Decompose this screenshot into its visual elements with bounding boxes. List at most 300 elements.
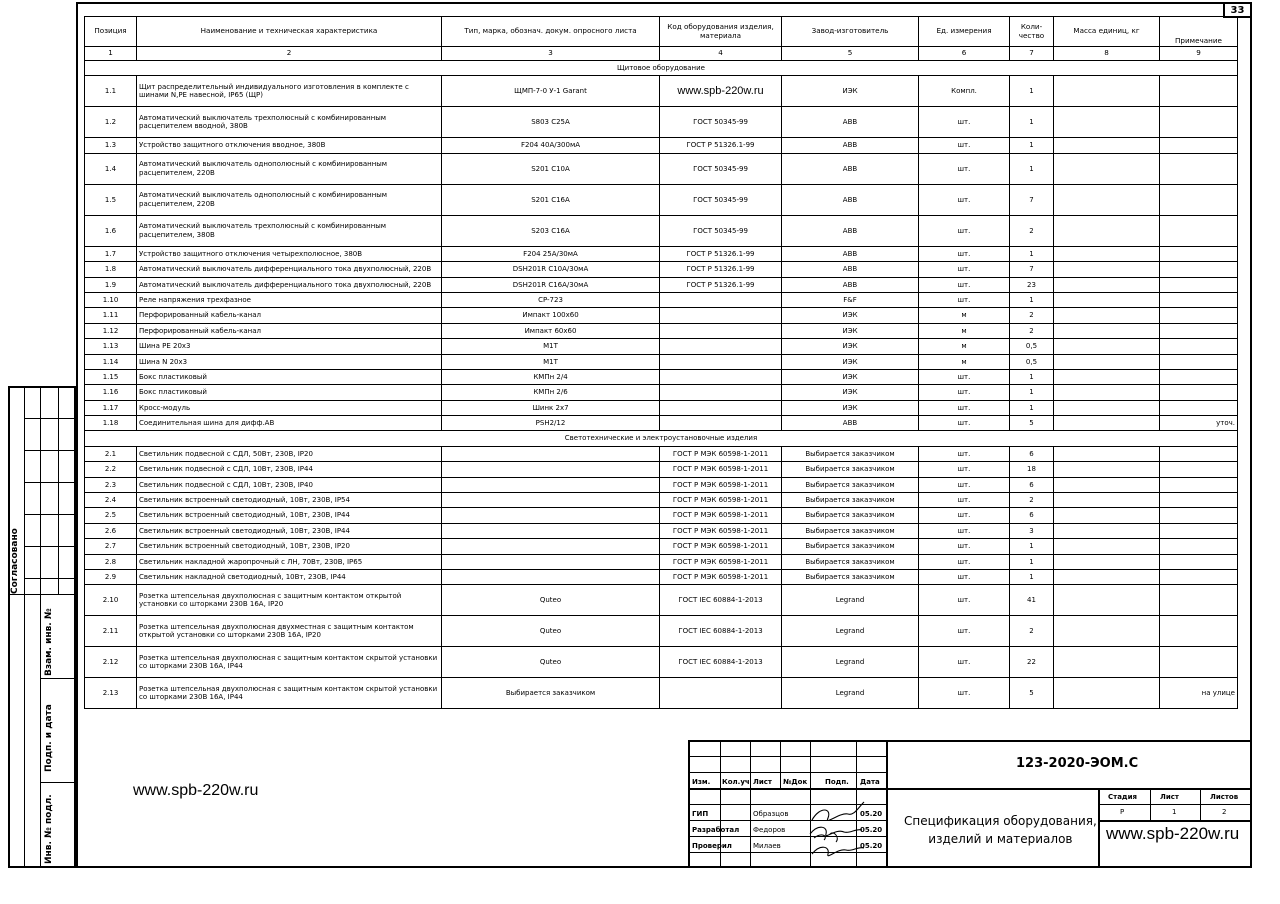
col-number: 6 bbox=[919, 47, 1010, 61]
cell-maker: Выбирается заказчиком bbox=[782, 569, 919, 584]
cell-code: ГОСТ Р МЭК 60598-1-2011 bbox=[660, 508, 782, 523]
cell-pos: 1.9 bbox=[85, 277, 137, 292]
cell-qty: 1 bbox=[1010, 292, 1054, 307]
cell-type: М1Т bbox=[442, 354, 660, 369]
tb-sheets-value: 2 bbox=[1222, 808, 1227, 816]
cell-type: DSH201R C16A/30мА bbox=[442, 277, 660, 292]
cell-note bbox=[1160, 339, 1238, 354]
cell-qty: 6 bbox=[1010, 508, 1054, 523]
cell-maker: Legrand bbox=[782, 616, 919, 647]
cell-code bbox=[660, 354, 782, 369]
cell-name: Розетка штепсельная двухполюсная с защитным контактом скрытой установки со шторками 230В 16А, IP44 bbox=[137, 678, 442, 709]
cell-unit: шт. bbox=[919, 416, 1010, 431]
table-row bbox=[85, 215, 1238, 246]
cell-note bbox=[1160, 153, 1238, 184]
cell-type: F204 25А/30мА bbox=[442, 246, 660, 261]
cell-type: S803 C25A bbox=[442, 107, 660, 138]
cell-note bbox=[1160, 462, 1238, 477]
cell-maker: ИЭК bbox=[782, 76, 919, 107]
cell-code bbox=[660, 416, 782, 431]
cell-type: Выбирается заказчиком bbox=[442, 678, 660, 709]
cell-code bbox=[660, 339, 782, 354]
cell-name: Автоматический выключатель однополюсный с комбинированным расцепителем, 220В bbox=[137, 184, 442, 215]
cell-note bbox=[1160, 585, 1238, 616]
cell-type bbox=[442, 539, 660, 554]
cell-name: Перфорированный кабель-канал bbox=[137, 308, 442, 323]
cell-pos: 1.1 bbox=[85, 76, 137, 107]
document-title bbox=[904, 812, 1097, 848]
cell-type bbox=[442, 523, 660, 538]
cell-maker: ИЭК bbox=[782, 400, 919, 415]
cell-note bbox=[1160, 246, 1238, 261]
tb-hdr-koluch: Кол.уч bbox=[722, 778, 750, 786]
cell-code: ГОСТ Р МЭК 60598-1-2011 bbox=[660, 523, 782, 538]
cell-unit: шт. bbox=[919, 153, 1010, 184]
cell-pos: 2.3 bbox=[85, 477, 137, 492]
cell-name: Светильник подвесной с СДЛ, 50Вт, 230В, IP20 bbox=[137, 446, 442, 461]
cell-qty: 1 bbox=[1010, 138, 1054, 153]
cell-code: ГОСТ 50345-99 bbox=[660, 184, 782, 215]
cell-type: F204 40А/300мА bbox=[442, 138, 660, 153]
cell-mass bbox=[1054, 446, 1160, 461]
table-row bbox=[85, 539, 1238, 554]
table-row bbox=[85, 493, 1238, 508]
cell-name: Светильник встроенный светодиодный, 10Вт, 230В, IP54 bbox=[137, 493, 442, 508]
cell-name: Автоматический выключатель трехполюсный с комбинированным расцепителем вводной, 380В bbox=[137, 107, 442, 138]
cell-name: Светильник накладной светодиодный, 10Вт, 230В, IP44 bbox=[137, 569, 442, 584]
cell-note bbox=[1160, 508, 1238, 523]
cell-note bbox=[1160, 647, 1238, 678]
tb-role-razrab: Разработал bbox=[692, 826, 740, 834]
cell-qty: 1 bbox=[1010, 246, 1054, 261]
cell-pos: 1.18 bbox=[85, 416, 137, 431]
cell-qty: 41 bbox=[1010, 585, 1054, 616]
tb-date-gip: 05.20 bbox=[860, 810, 883, 818]
cell-unit: шт. bbox=[919, 539, 1010, 554]
tb-sheet-label: Лист bbox=[1160, 793, 1179, 801]
cell-code: ГОСТ Р 51326.1-99 bbox=[660, 277, 782, 292]
cell-mass bbox=[1054, 215, 1160, 246]
cell-unit: шт. bbox=[919, 446, 1010, 461]
cell-name: Автоматический выключатель дифференциального тока двухполюсный, 220В bbox=[137, 262, 442, 277]
cell-code: ГОСТ IEC 60884-1-2013 bbox=[660, 585, 782, 616]
cell-qty: 2 bbox=[1010, 308, 1054, 323]
cell-note bbox=[1160, 539, 1238, 554]
cell-qty: 6 bbox=[1010, 446, 1054, 461]
cell-maker: ABB bbox=[782, 153, 919, 184]
strip-line bbox=[24, 450, 76, 451]
cell-name: Светильник подвесной с СДЛ, 10Вт, 230В, IP44 bbox=[137, 462, 442, 477]
cell-name: Бокс пластиковый bbox=[137, 369, 442, 384]
cell-qty: 0,5 bbox=[1010, 339, 1054, 354]
cell-note bbox=[1160, 523, 1238, 538]
cell-maker: Legrand bbox=[782, 647, 919, 678]
cell-code: ГОСТ Р МЭК 60598-1-2011 bbox=[660, 477, 782, 492]
cell-code bbox=[660, 369, 782, 384]
table-row bbox=[85, 153, 1238, 184]
cell-unit: шт. bbox=[919, 678, 1010, 709]
strip-line bbox=[24, 482, 76, 483]
cell-qty: 1 bbox=[1010, 554, 1054, 569]
cell-qty: 2 bbox=[1010, 215, 1054, 246]
cell-pos: 1.10 bbox=[85, 292, 137, 307]
cell-code bbox=[660, 308, 782, 323]
table-row bbox=[85, 246, 1238, 261]
cell-name: Соединительная шина для дифф.АВ bbox=[137, 416, 442, 431]
cell-pos: 1.13 bbox=[85, 339, 137, 354]
cell-pos: 2.2 bbox=[85, 462, 137, 477]
cell-maker: ABB bbox=[782, 416, 919, 431]
cell-maker: ABB bbox=[782, 215, 919, 246]
cell-mass bbox=[1054, 107, 1160, 138]
col-header-type: Тип, марка, обознач. докум. опросного листа bbox=[442, 17, 660, 47]
strip-line bbox=[24, 546, 76, 547]
cell-unit: шт. bbox=[919, 523, 1010, 538]
cell-type: Импакт 100х60 bbox=[442, 308, 660, 323]
table-row bbox=[85, 323, 1238, 338]
cell-qty: 1 bbox=[1010, 569, 1054, 584]
tb-line bbox=[1200, 788, 1201, 820]
cell-unit: м bbox=[919, 354, 1010, 369]
cell-code: ГОСТ Р МЭК 60598-1-2011 bbox=[660, 446, 782, 461]
column-numbers-row bbox=[85, 47, 1238, 61]
cell-note bbox=[1160, 616, 1238, 647]
cell-type: S201 C10A bbox=[442, 153, 660, 184]
agreed-label: Согласовано bbox=[10, 528, 20, 594]
cell-type: Quteo bbox=[442, 647, 660, 678]
cell-code: ГОСТ 50345-99 bbox=[660, 215, 782, 246]
cell-unit: шт. bbox=[919, 554, 1010, 569]
cell-unit: м bbox=[919, 308, 1010, 323]
cell-pos: 2.7 bbox=[85, 539, 137, 554]
specification-table bbox=[84, 16, 1238, 709]
title-line-1: Спецификация оборудования, bbox=[904, 814, 1097, 828]
cell-maker: ABB bbox=[782, 184, 919, 215]
cell-mass bbox=[1054, 369, 1160, 384]
col-header-mass: Масса единиц, кг bbox=[1054, 17, 1160, 47]
sign-date-label: Подп. и дата bbox=[44, 704, 54, 772]
cell-note bbox=[1160, 493, 1238, 508]
cell-qty: 18 bbox=[1010, 462, 1054, 477]
cell-type: КМПн 2/4 bbox=[442, 369, 660, 384]
cell-maker: ABB bbox=[782, 107, 919, 138]
cell-unit: шт. bbox=[919, 400, 1010, 415]
cell-mass bbox=[1054, 539, 1160, 554]
tb-name-prov: Милаев bbox=[753, 842, 781, 850]
cell-maker: ABB bbox=[782, 262, 919, 277]
cell-mass bbox=[1054, 462, 1160, 477]
cell-code: ГОСТ Р 51326.1-99 bbox=[660, 138, 782, 153]
cell-qty: 0,5 bbox=[1010, 354, 1054, 369]
cell-mass bbox=[1054, 323, 1160, 338]
cell-name: Светильник накладной жаропрочный с ЛН, 70Вт, 230В, IP65 bbox=[137, 554, 442, 569]
table-row bbox=[85, 369, 1238, 384]
cell-name: Автоматический выключатель дифференциального тока двухполюсный, 220В bbox=[137, 277, 442, 292]
table-row bbox=[85, 292, 1238, 307]
cell-note bbox=[1160, 400, 1238, 415]
cell-maker: ИЭК bbox=[782, 323, 919, 338]
cell-mass bbox=[1054, 678, 1160, 709]
cell-qty: 22 bbox=[1010, 647, 1054, 678]
cell-unit: шт. bbox=[919, 277, 1010, 292]
cell-mass bbox=[1054, 554, 1160, 569]
col-header-position: Позиция bbox=[85, 17, 137, 47]
cell-qty: 6 bbox=[1010, 477, 1054, 492]
cell-mass bbox=[1054, 416, 1160, 431]
cell-qty: 1 bbox=[1010, 153, 1054, 184]
cell-mass bbox=[1054, 339, 1160, 354]
strip-line bbox=[24, 578, 76, 579]
cell-mass bbox=[1054, 354, 1160, 369]
inv-original-label: Инв. № подл. bbox=[44, 794, 54, 864]
replaced-inv-label: Взам. инв. № bbox=[44, 608, 54, 676]
cell-code: www.spb-220w.ru bbox=[660, 76, 782, 107]
col-number: 2 bbox=[137, 47, 442, 61]
cell-unit: шт. bbox=[919, 385, 1010, 400]
cell-name: Реле напряжения трехфазное bbox=[137, 292, 442, 307]
tb-sheet-value: 1 bbox=[1172, 808, 1177, 816]
cell-code: ГОСТ IEC 60884-1-2013 bbox=[660, 616, 782, 647]
tb-line bbox=[886, 740, 888, 868]
cell-type bbox=[442, 493, 660, 508]
cell-note bbox=[1160, 554, 1238, 569]
table-row bbox=[85, 616, 1238, 647]
cell-qty: 5 bbox=[1010, 416, 1054, 431]
cell-maker: F&F bbox=[782, 292, 919, 307]
cell-pos: 1.7 bbox=[85, 246, 137, 261]
cell-unit: шт. bbox=[919, 292, 1010, 307]
cell-code bbox=[660, 400, 782, 415]
cell-qty: 23 bbox=[1010, 277, 1054, 292]
tb-line bbox=[1150, 788, 1151, 820]
cell-mass bbox=[1054, 292, 1160, 307]
strip-divider bbox=[40, 386, 41, 868]
cell-pos: 2.1 bbox=[85, 446, 137, 461]
cell-unit: шт. bbox=[919, 647, 1010, 678]
table-row bbox=[85, 416, 1238, 431]
cell-type bbox=[442, 554, 660, 569]
cell-type: Quteo bbox=[442, 616, 660, 647]
col-header-code: Код оборудования изделия, материала bbox=[660, 17, 782, 47]
cell-unit: м bbox=[919, 339, 1010, 354]
cell-note bbox=[1160, 446, 1238, 461]
tb-line bbox=[688, 772, 886, 773]
table-row bbox=[85, 647, 1238, 678]
cell-qty: 1 bbox=[1010, 385, 1054, 400]
cell-mass bbox=[1054, 138, 1160, 153]
cell-code: ГОСТ Р МЭК 60598-1-2011 bbox=[660, 554, 782, 569]
cell-note bbox=[1160, 354, 1238, 369]
cell-maker: ABB bbox=[782, 138, 919, 153]
cell-maker: ИЭК bbox=[782, 354, 919, 369]
cell-type bbox=[442, 569, 660, 584]
cell-mass bbox=[1054, 246, 1160, 261]
cell-name: Устройство защитного отключения вводное, 380В bbox=[137, 138, 442, 153]
cell-mass bbox=[1054, 569, 1160, 584]
cell-unit: шт. bbox=[919, 462, 1010, 477]
cell-pos: 1.16 bbox=[85, 385, 137, 400]
cell-unit: шт. bbox=[919, 184, 1010, 215]
cell-type: PSH2/12 bbox=[442, 416, 660, 431]
col-number: 8 bbox=[1054, 47, 1160, 61]
cell-pos: 1.14 bbox=[85, 354, 137, 369]
cell-maker: ИЭК bbox=[782, 369, 919, 384]
tb-hdr-ndok: №Док bbox=[783, 778, 808, 786]
cell-type: Шинк 2х7 bbox=[442, 400, 660, 415]
strip-line bbox=[40, 678, 76, 679]
cell-unit: шт. bbox=[919, 477, 1010, 492]
cell-maker: ABB bbox=[782, 277, 919, 292]
col-number: 1 bbox=[85, 47, 137, 61]
cell-code: ГОСТ Р МЭК 60598-1-2011 bbox=[660, 539, 782, 554]
cell-name: Щит распределительный индивидуального изготовления в комплекте с шинами N,PE навесной, IP65 (ЩР) bbox=[137, 76, 442, 107]
cell-maker: Выбирается заказчиком bbox=[782, 523, 919, 538]
left-binding-strip bbox=[8, 386, 76, 868]
table-row bbox=[85, 554, 1238, 569]
cell-maker: ИЭК bbox=[782, 308, 919, 323]
cell-type bbox=[442, 446, 660, 461]
cell-mass bbox=[1054, 616, 1160, 647]
cell-code: ГОСТ Р 51326.1-99 bbox=[660, 246, 782, 261]
strip-line bbox=[40, 782, 76, 783]
cell-pos: 2.9 bbox=[85, 569, 137, 584]
cell-type: КМПн 2/6 bbox=[442, 385, 660, 400]
table-row bbox=[85, 277, 1238, 292]
cell-maker: Выбирается заказчиком bbox=[782, 477, 919, 492]
cell-code bbox=[660, 385, 782, 400]
cell-mass bbox=[1054, 493, 1160, 508]
cell-mass bbox=[1054, 523, 1160, 538]
cell-name: Розетка штепсельная двухполюсная с защитным контактом скрытой установки со шторками 230В 16А, IP44 bbox=[137, 647, 442, 678]
cell-name: Светильник встроенный светодиодный, 10Вт, 230В, IP44 bbox=[137, 508, 442, 523]
cell-pos: 2.6 bbox=[85, 523, 137, 538]
cell-unit: шт. bbox=[919, 138, 1010, 153]
col-number: 3 bbox=[442, 47, 660, 61]
cell-type: CP-723 bbox=[442, 292, 660, 307]
cell-qty: 3 bbox=[1010, 523, 1054, 538]
section-header-panel-equipment bbox=[85, 61, 1238, 76]
cell-mass bbox=[1054, 385, 1160, 400]
tb-role-gip: ГИП bbox=[692, 810, 709, 818]
tb-name-gip: Образцов bbox=[753, 810, 789, 818]
tb-line bbox=[688, 740, 1252, 742]
cell-maker: Выбирается заказчиком bbox=[782, 493, 919, 508]
cell-note bbox=[1160, 292, 1238, 307]
cell-note bbox=[1160, 477, 1238, 492]
cell-qty: 1 bbox=[1010, 76, 1054, 107]
cell-mass bbox=[1054, 308, 1160, 323]
section-header-lighting bbox=[85, 431, 1238, 446]
cell-unit: шт. bbox=[919, 508, 1010, 523]
cell-maker: Выбирается заказчиком bbox=[782, 539, 919, 554]
cell-qty: 1 bbox=[1010, 539, 1054, 554]
cell-maker: Выбирается заказчиком bbox=[782, 446, 919, 461]
cell-name: Светильник встроенный светодиодный, 10Вт, 230В, IP20 bbox=[137, 539, 442, 554]
cell-code: ГОСТ Р МЭК 60598-1-2011 bbox=[660, 462, 782, 477]
website-url-right: www.spb-220w.ru bbox=[1106, 824, 1240, 843]
table-row bbox=[85, 446, 1238, 461]
table-row bbox=[85, 523, 1238, 538]
cell-pos: 1.5 bbox=[85, 184, 137, 215]
cell-code bbox=[660, 678, 782, 709]
section-title: Светотехнические и электроустановочные изделия bbox=[85, 431, 1238, 446]
cell-note bbox=[1160, 76, 1238, 107]
cell-type: М1Т bbox=[442, 339, 660, 354]
cell-unit: м bbox=[919, 323, 1010, 338]
cell-pos: 2.10 bbox=[85, 585, 137, 616]
cell-name: Автоматический выключатель однополюсный с комбинированным расцепителем, 220В bbox=[137, 153, 442, 184]
cell-mass bbox=[1054, 76, 1160, 107]
cell-type bbox=[442, 508, 660, 523]
cell-maker: Legrand bbox=[782, 585, 919, 616]
tb-line bbox=[1098, 820, 1252, 822]
tb-hdr-data: Дата bbox=[860, 778, 880, 786]
cell-pos: 1.8 bbox=[85, 262, 137, 277]
tb-role-prov: Проверил bbox=[692, 842, 732, 850]
col-number: 7 bbox=[1010, 47, 1054, 61]
cell-note bbox=[1160, 308, 1238, 323]
cell-mass bbox=[1054, 585, 1160, 616]
cell-name: Перфорированный кабель-канал bbox=[137, 323, 442, 338]
cell-type: Импакт 60х60 bbox=[442, 323, 660, 338]
cell-mass bbox=[1054, 477, 1160, 492]
cell-unit: шт. bbox=[919, 493, 1010, 508]
cell-code: ГОСТ 50345-99 bbox=[660, 107, 782, 138]
cell-note bbox=[1160, 138, 1238, 153]
cell-maker: ИЭК bbox=[782, 339, 919, 354]
cell-unit: шт. bbox=[919, 107, 1010, 138]
cell-note bbox=[1160, 385, 1238, 400]
table-row bbox=[85, 339, 1238, 354]
website-url-left: www.spb-220w.ru bbox=[133, 782, 259, 799]
table-row bbox=[85, 354, 1238, 369]
cell-name: Автоматический выключатель трехполюсный с комбинированным расцепителем, 380В bbox=[137, 215, 442, 246]
cell-code: ГОСТ 50345-99 bbox=[660, 153, 782, 184]
cell-pos: 1.15 bbox=[85, 369, 137, 384]
tb-sheets-label: Листов bbox=[1210, 793, 1239, 801]
title-line-2: изделий и материалов bbox=[928, 832, 1073, 846]
cell-pos: 1.4 bbox=[85, 153, 137, 184]
cell-unit: шт. bbox=[919, 616, 1010, 647]
cell-note bbox=[1160, 569, 1238, 584]
cell-name: Устройство защитного отключения четырехполюсное, 380В bbox=[137, 246, 442, 261]
cell-type: Quteo bbox=[442, 585, 660, 616]
cell-pos: 2.8 bbox=[85, 554, 137, 569]
table-row bbox=[85, 400, 1238, 415]
table-row bbox=[85, 138, 1238, 153]
tb-line bbox=[688, 788, 1252, 790]
cell-mass bbox=[1054, 647, 1160, 678]
tb-hdr-list: Лист bbox=[753, 778, 772, 786]
cell-qty: 2 bbox=[1010, 616, 1054, 647]
cell-maker: ИЭК bbox=[782, 385, 919, 400]
cell-mass bbox=[1054, 184, 1160, 215]
cell-unit: шт. bbox=[919, 215, 1010, 246]
cell-note: уточ. bbox=[1160, 416, 1238, 431]
cell-type: S201 C16A bbox=[442, 184, 660, 215]
table-row bbox=[85, 462, 1238, 477]
cell-name: Шина PE 20х3 bbox=[137, 339, 442, 354]
cell-type bbox=[442, 462, 660, 477]
tb-hdr-izm: Изм. bbox=[692, 778, 711, 786]
cell-pos: 1.17 bbox=[85, 400, 137, 415]
col-number: 9 bbox=[1160, 47, 1238, 61]
cell-pos: 1.6 bbox=[85, 215, 137, 246]
col-header-name: Наименование и техническая характеристика bbox=[137, 17, 442, 47]
table-row bbox=[85, 569, 1238, 584]
cell-mass bbox=[1054, 508, 1160, 523]
cell-note bbox=[1160, 184, 1238, 215]
